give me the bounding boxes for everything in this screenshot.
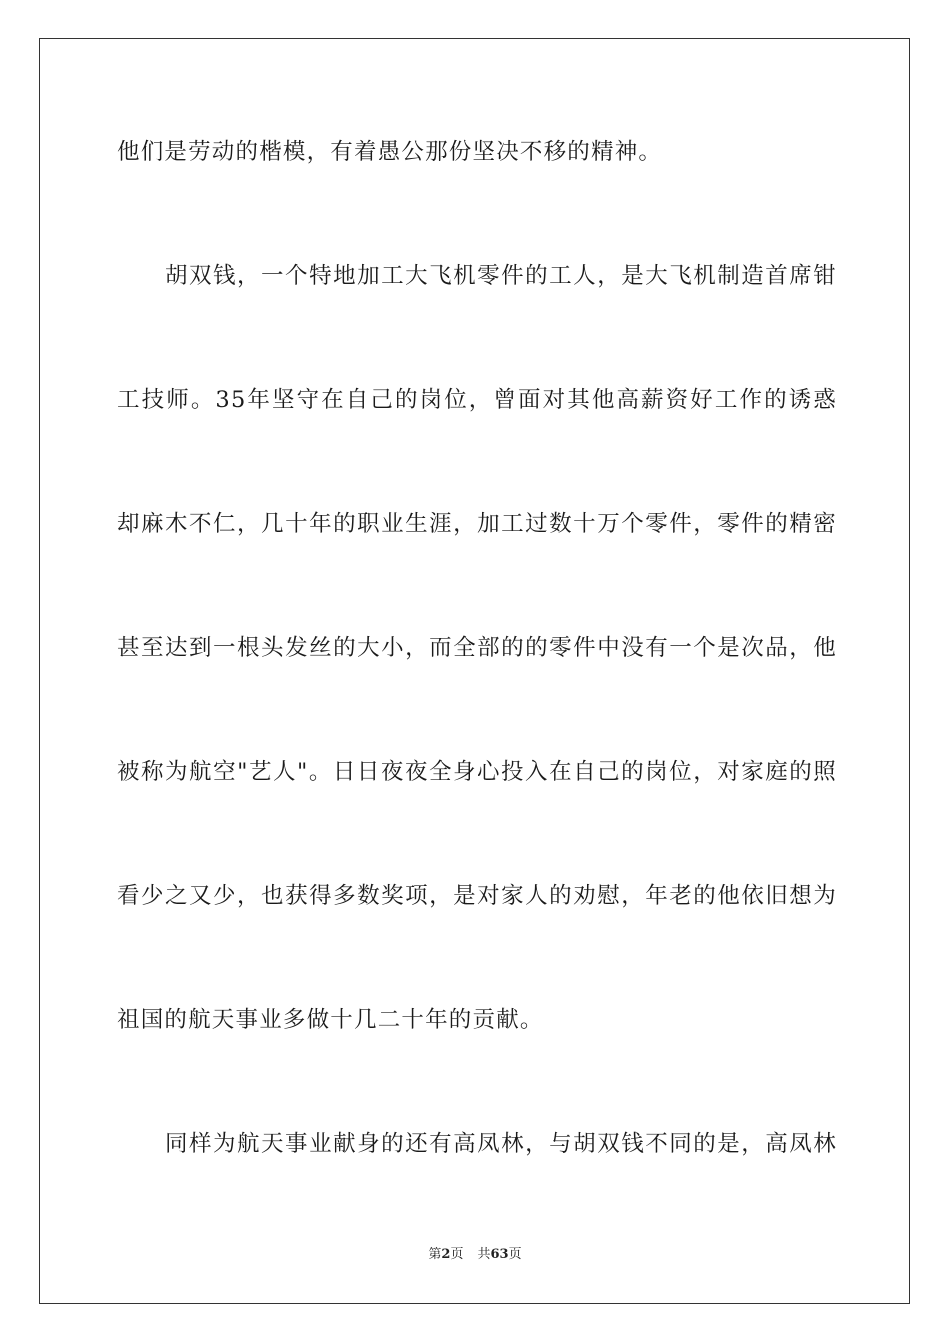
text-line-7: 看少之又少，也获得多数奖项，是对家人的劝慰，年老的他依旧想为: [117, 883, 837, 909]
page-border: [39, 38, 910, 1304]
page-prefix: 第: [428, 1247, 442, 1262]
text-line-3: 工技师。35年坚守在自己的岗位，曾面对其他高薪资好工作的诱惑: [117, 387, 837, 413]
page-footer: [0, 1246, 950, 1264]
text-line-4: 却麻木不仁，几十年的职业生涯，加工过数十万个零件，零件的精密: [117, 511, 837, 537]
text-line-1: 他们是劳动的楷模，有着愚公那份坚决不移的精神。: [117, 139, 663, 165]
text-line-6: 被称为航空"艺人"。日日夜夜全身心投入在自己的岗位，对家庭的照: [117, 759, 837, 785]
text-line-5: 甚至达到一根头发丝的大小，而全部的的零件中没有一个是次品，他: [117, 635, 837, 661]
total-prefix: 共: [477, 1247, 491, 1262]
page-number: 2: [441, 1247, 451, 1262]
text-line-2: 胡双钱，一个特地加工大飞机零件的工人，是大飞机制造首席钳: [165, 263, 837, 289]
total-pages: 63: [490, 1247, 509, 1262]
page-suffix: 页: [450, 1247, 464, 1262]
text-line-8: 祖国的航天事业多做十几二十年的贡献。: [117, 1007, 544, 1033]
total-suffix: 页: [508, 1247, 522, 1262]
text-line-9: 同样为航天事业献身的还有高凤林，与胡双钱不同的是，高凤林: [165, 1131, 837, 1157]
